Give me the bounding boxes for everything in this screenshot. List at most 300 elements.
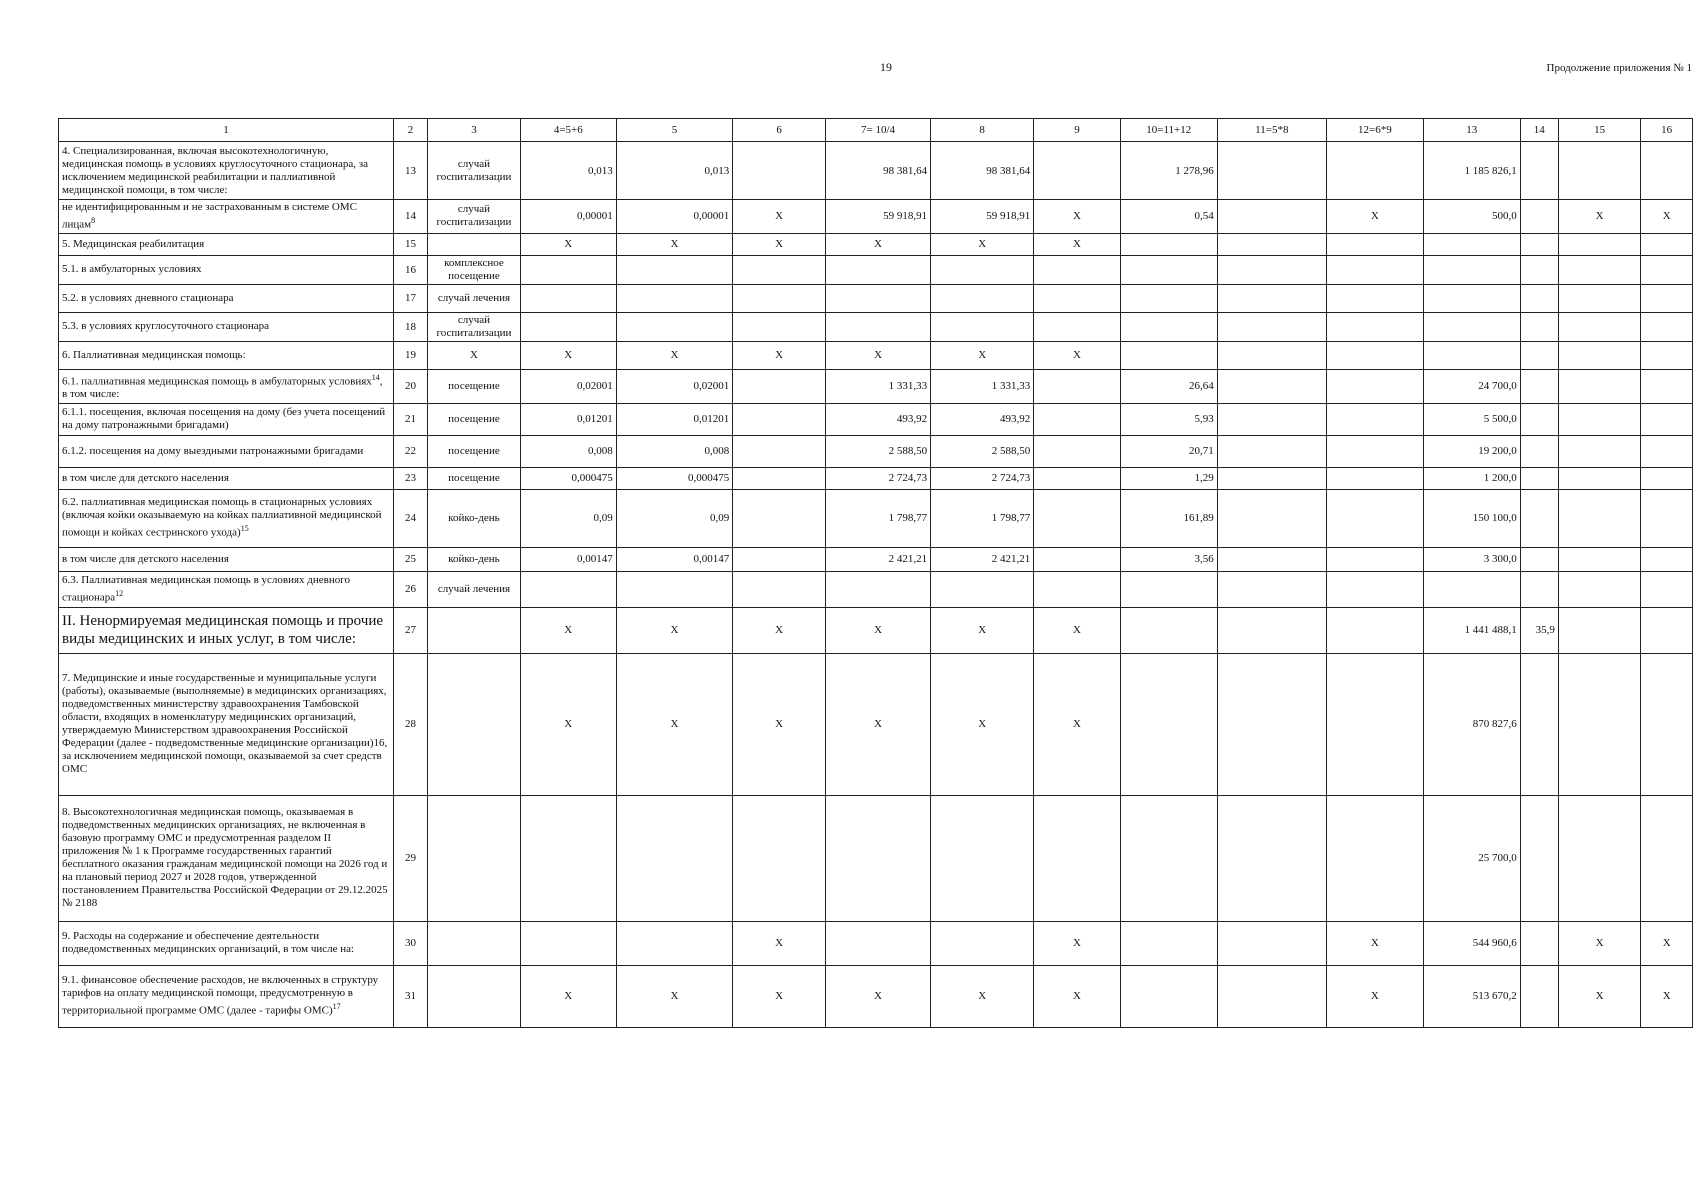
row-number: 19 bbox=[394, 341, 428, 369]
cell-c12 bbox=[1326, 467, 1423, 489]
unit-of-measure: посещение bbox=[428, 369, 521, 403]
cell-c5 bbox=[616, 284, 732, 312]
column-header: 13 bbox=[1423, 119, 1520, 142]
cell-c6 bbox=[733, 284, 826, 312]
cell-c15: X bbox=[1558, 965, 1640, 1027]
cell-c14 bbox=[1520, 312, 1558, 341]
cell-c12: X bbox=[1326, 921, 1423, 965]
financing-table bbox=[58, 118, 1693, 1028]
cell-c14 bbox=[1520, 284, 1558, 312]
cell-c15 bbox=[1558, 547, 1640, 571]
cell-c5: X bbox=[616, 341, 732, 369]
cell-c15 bbox=[1558, 489, 1640, 547]
column-header: 12=6*9 bbox=[1326, 119, 1423, 142]
row-name-text: 6.1.2. посещения на дому выездными патронажными бригадами bbox=[62, 444, 364, 457]
table-row bbox=[59, 467, 1693, 489]
cell-c16 bbox=[1641, 369, 1693, 403]
cell-c10 bbox=[1120, 233, 1217, 255]
row-number: 22 bbox=[394, 435, 428, 467]
column-header: 11=5*8 bbox=[1217, 119, 1326, 142]
cell-c16 bbox=[1641, 489, 1693, 547]
row-number: 21 bbox=[394, 403, 428, 435]
column-header: 4=5+6 bbox=[520, 119, 616, 142]
cell-c14 bbox=[1520, 200, 1558, 234]
cell-c14 bbox=[1520, 403, 1558, 435]
cell-c9 bbox=[1034, 489, 1121, 547]
cell-c14 bbox=[1520, 467, 1558, 489]
footnote-ref: 17 bbox=[332, 1002, 341, 1012]
cell-c6 bbox=[733, 489, 826, 547]
cell-c6 bbox=[733, 435, 826, 467]
row-name bbox=[59, 233, 394, 255]
cell-c7: 2 588,50 bbox=[825, 435, 930, 467]
cell-c14 bbox=[1520, 435, 1558, 467]
row-name bbox=[59, 435, 394, 467]
cell-c15 bbox=[1558, 255, 1640, 284]
cell-c10 bbox=[1120, 255, 1217, 284]
table-row bbox=[59, 312, 1693, 341]
column-header: 8 bbox=[931, 119, 1034, 142]
cell-c14 bbox=[1520, 489, 1558, 547]
cell-c11 bbox=[1217, 571, 1326, 607]
cell-c5: 0,00147 bbox=[616, 547, 732, 571]
row-name-text: в том числе для детского населения bbox=[62, 471, 229, 484]
cell-c5 bbox=[616, 571, 732, 607]
cell-c4: 0,00001 bbox=[520, 200, 616, 234]
unit-of-measure: случай госпитализации bbox=[428, 312, 521, 341]
cell-c16 bbox=[1641, 312, 1693, 341]
cell-c9 bbox=[1034, 467, 1121, 489]
row-name bbox=[59, 653, 394, 795]
cell-c13: 24 700,0 bbox=[1423, 369, 1520, 403]
cell-c9: X bbox=[1034, 233, 1121, 255]
table-row bbox=[59, 435, 1693, 467]
row-number: 29 bbox=[394, 795, 428, 921]
cell-c10 bbox=[1120, 965, 1217, 1027]
cell-c13: 1 200,0 bbox=[1423, 467, 1520, 489]
cell-c9: X bbox=[1034, 965, 1121, 1027]
cell-c15 bbox=[1558, 312, 1640, 341]
cell-c12 bbox=[1326, 403, 1423, 435]
cell-c6: X bbox=[733, 965, 826, 1027]
cell-c4: 0,09 bbox=[520, 489, 616, 547]
cell-c13: 870 827,6 bbox=[1423, 653, 1520, 795]
cell-c15: X bbox=[1558, 921, 1640, 965]
cell-c15 bbox=[1558, 571, 1640, 607]
column-header: 7= 10/4 bbox=[825, 119, 930, 142]
row-name-text: 9. Расходы на содержание и обеспечение деятельности подведомственных медицинских организаций, в том числе на: bbox=[62, 930, 355, 956]
cell-c6 bbox=[733, 369, 826, 403]
cell-c6: X bbox=[733, 233, 826, 255]
table-row bbox=[59, 547, 1693, 571]
table-row bbox=[59, 795, 1693, 921]
cell-c14 bbox=[1520, 795, 1558, 921]
cell-c10: 20,71 bbox=[1120, 435, 1217, 467]
row-name-text: 6.1. паллиативная медицинская помощь в амбулаторных условиях bbox=[62, 375, 372, 388]
cell-c5: 0,008 bbox=[616, 435, 732, 467]
cell-c6 bbox=[733, 547, 826, 571]
cell-c8 bbox=[931, 571, 1034, 607]
cell-c15 bbox=[1558, 341, 1640, 369]
cell-c15 bbox=[1558, 653, 1640, 795]
cell-c12 bbox=[1326, 369, 1423, 403]
row-name-text: 5. Медицинская реабилитация bbox=[62, 237, 205, 250]
row-name bbox=[59, 200, 394, 234]
cell-c14 bbox=[1520, 571, 1558, 607]
cell-c11 bbox=[1217, 341, 1326, 369]
cell-c7: 493,92 bbox=[825, 403, 930, 435]
cell-c4: 0,02001 bbox=[520, 369, 616, 403]
cell-c10: 26,64 bbox=[1120, 369, 1217, 403]
cell-c13 bbox=[1423, 571, 1520, 607]
cell-c7: X bbox=[825, 965, 930, 1027]
cell-c12: X bbox=[1326, 200, 1423, 234]
row-name-text: II. Ненормируемая медицинская помощь и прочие виды медицинских и иных услуг, в том числе: bbox=[62, 613, 383, 648]
cell-c4: 0,01201 bbox=[520, 403, 616, 435]
table-row bbox=[59, 571, 1693, 607]
cell-c13: 5 500,0 bbox=[1423, 403, 1520, 435]
cell-c6: X bbox=[733, 921, 826, 965]
row-name-text: 6. Паллиативная медицинская помощь: bbox=[62, 348, 246, 361]
cell-c16 bbox=[1641, 571, 1693, 607]
cell-c4: 0,008 bbox=[520, 435, 616, 467]
cell-c10 bbox=[1120, 312, 1217, 341]
cell-c13 bbox=[1423, 341, 1520, 369]
cell-c11 bbox=[1217, 607, 1326, 653]
row-name bbox=[59, 341, 394, 369]
row-number: 28 bbox=[394, 653, 428, 795]
cell-c5: 0,013 bbox=[616, 142, 732, 200]
cell-c7: 2 421,21 bbox=[825, 547, 930, 571]
cell-c11 bbox=[1217, 547, 1326, 571]
row-number: 23 bbox=[394, 467, 428, 489]
cell-c7 bbox=[825, 921, 930, 965]
cell-c7 bbox=[825, 795, 930, 921]
cell-c11 bbox=[1217, 921, 1326, 965]
page-number: 19 bbox=[880, 60, 892, 74]
column-header: 9 bbox=[1034, 119, 1121, 142]
cell-c10 bbox=[1120, 921, 1217, 965]
cell-c11 bbox=[1217, 965, 1326, 1027]
cell-c15 bbox=[1558, 607, 1640, 653]
cell-c14 bbox=[1520, 921, 1558, 965]
table-row bbox=[59, 284, 1693, 312]
row-name bbox=[59, 921, 394, 965]
cell-c13 bbox=[1423, 255, 1520, 284]
cell-c5: X bbox=[616, 233, 732, 255]
row-number: 31 bbox=[394, 965, 428, 1027]
row-name-text: не идентифицированным и не застрахованным в системе ОМС лицам bbox=[62, 201, 357, 231]
cell-c7: 2 724,73 bbox=[825, 467, 930, 489]
cell-c4 bbox=[520, 795, 616, 921]
cell-c11 bbox=[1217, 200, 1326, 234]
row-name bbox=[59, 403, 394, 435]
column-header: 10=11+12 bbox=[1120, 119, 1217, 142]
cell-c13: 513 670,2 bbox=[1423, 965, 1520, 1027]
row-name bbox=[59, 489, 394, 547]
cell-c9 bbox=[1034, 435, 1121, 467]
unit-of-measure bbox=[428, 921, 521, 965]
row-number: 27 bbox=[394, 607, 428, 653]
cell-c13: 1 441 488,1 bbox=[1423, 607, 1520, 653]
cell-c8: X bbox=[931, 341, 1034, 369]
cell-c11 bbox=[1217, 403, 1326, 435]
row-number: 30 bbox=[394, 921, 428, 965]
cell-c13: 500,0 bbox=[1423, 200, 1520, 234]
row-number: 25 bbox=[394, 547, 428, 571]
cell-c13: 544 960,6 bbox=[1423, 921, 1520, 965]
cell-c8: 2 588,50 bbox=[931, 435, 1034, 467]
cell-c16 bbox=[1641, 142, 1693, 200]
table-row bbox=[59, 142, 1693, 200]
cell-c12 bbox=[1326, 284, 1423, 312]
cell-c4: X bbox=[520, 653, 616, 795]
footnote-ref: 8 bbox=[91, 216, 96, 225]
cell-c9 bbox=[1034, 284, 1121, 312]
cell-c11 bbox=[1217, 312, 1326, 341]
row-name-text: в том числе для детского населения bbox=[62, 552, 229, 565]
cell-c12 bbox=[1326, 489, 1423, 547]
cell-c15 bbox=[1558, 369, 1640, 403]
unit-of-measure: посещение bbox=[428, 435, 521, 467]
cell-c15 bbox=[1558, 403, 1640, 435]
column-header: 5 bbox=[616, 119, 732, 142]
table-row bbox=[59, 233, 1693, 255]
cell-c4: X bbox=[520, 341, 616, 369]
cell-c12 bbox=[1326, 607, 1423, 653]
cell-c7: X bbox=[825, 233, 930, 255]
cell-c16 bbox=[1641, 284, 1693, 312]
row-number: 17 bbox=[394, 284, 428, 312]
unit-of-measure: случай госпитализации bbox=[428, 142, 521, 200]
cell-c6 bbox=[733, 795, 826, 921]
unit-of-measure bbox=[428, 607, 521, 653]
row-name bbox=[59, 795, 394, 921]
cell-c14 bbox=[1520, 369, 1558, 403]
cell-c5: 0,00001 bbox=[616, 200, 732, 234]
cell-c8 bbox=[931, 921, 1034, 965]
cell-c12 bbox=[1326, 142, 1423, 200]
cell-c9: X bbox=[1034, 341, 1121, 369]
cell-c9 bbox=[1034, 312, 1121, 341]
cell-c8: 2 421,21 bbox=[931, 547, 1034, 571]
unit-of-measure bbox=[428, 653, 521, 795]
row-name-text: 5.1. в амбулаторных условиях bbox=[62, 263, 202, 276]
cell-c7 bbox=[825, 255, 930, 284]
cell-c6: X bbox=[733, 200, 826, 234]
cell-c9 bbox=[1034, 255, 1121, 284]
cell-c4 bbox=[520, 921, 616, 965]
row-name-tail: , в том числе: bbox=[62, 375, 383, 401]
cell-c7: X bbox=[825, 341, 930, 369]
cell-c6 bbox=[733, 571, 826, 607]
unit-of-measure: случай лечения bbox=[428, 284, 521, 312]
cell-c16 bbox=[1641, 435, 1693, 467]
row-name bbox=[59, 467, 394, 489]
cell-c10 bbox=[1120, 284, 1217, 312]
cell-c7 bbox=[825, 284, 930, 312]
row-number: 15 bbox=[394, 233, 428, 255]
cell-c14 bbox=[1520, 341, 1558, 369]
unit-of-measure: койко-день bbox=[428, 489, 521, 547]
cell-c4: X bbox=[520, 607, 616, 653]
cell-c16 bbox=[1641, 607, 1693, 653]
row-name bbox=[59, 369, 394, 403]
cell-c6 bbox=[733, 312, 826, 341]
cell-c6: X bbox=[733, 653, 826, 795]
table-row bbox=[59, 653, 1693, 795]
table-row bbox=[59, 200, 1693, 234]
cell-c4 bbox=[520, 255, 616, 284]
cell-c9: X bbox=[1034, 200, 1121, 234]
unit-of-measure: посещение bbox=[428, 403, 521, 435]
cell-c8: 1 331,33 bbox=[931, 369, 1034, 403]
cell-c5 bbox=[616, 312, 732, 341]
row-number: 26 bbox=[394, 571, 428, 607]
cell-c6 bbox=[733, 467, 826, 489]
cell-c8 bbox=[931, 312, 1034, 341]
cell-c7: 1 331,33 bbox=[825, 369, 930, 403]
cell-c7: X bbox=[825, 653, 930, 795]
cell-c10 bbox=[1120, 341, 1217, 369]
table-row bbox=[59, 403, 1693, 435]
row-name-text: 9.1. финансовое обеспечение расходов, не включенных в структуру тарифов на оплату медицинской помощи, предусмотренную в территориальной программе ОМС (далее - тарифы ОМС) bbox=[62, 974, 379, 1017]
cell-c15 bbox=[1558, 435, 1640, 467]
cell-c14: 35,9 bbox=[1520, 607, 1558, 653]
cell-c5: 0,02001 bbox=[616, 369, 732, 403]
cell-c10: 161,89 bbox=[1120, 489, 1217, 547]
row-name-text: 8. Высокотехнологичная медицинская помощь, оказываемая в подведомственных медицинских организациях, не включенная в базовую программу ОМС и предусмотренная разделом II приложения № 1 к Программе государственных гарантий бесплатного оказания гражданам медицинской помощи на 2026 год и на плановый период 2027 и 2028 годов, утвержденной постановлением Правительства Российской Федерации от 29.12.2025 № 2188 bbox=[62, 806, 388, 910]
row-name bbox=[59, 965, 394, 1027]
cell-c11 bbox=[1217, 284, 1326, 312]
cell-c9: X bbox=[1034, 653, 1121, 795]
cell-c12 bbox=[1326, 653, 1423, 795]
cell-c4: 0,000475 bbox=[520, 467, 616, 489]
cell-c9 bbox=[1034, 403, 1121, 435]
cell-c16 bbox=[1641, 653, 1693, 795]
cell-c10: 5,93 bbox=[1120, 403, 1217, 435]
unit-of-measure bbox=[428, 233, 521, 255]
cell-c8: 1 798,77 bbox=[931, 489, 1034, 547]
cell-c16 bbox=[1641, 795, 1693, 921]
row-name bbox=[59, 312, 394, 341]
cell-c7 bbox=[825, 312, 930, 341]
cell-c5: X bbox=[616, 607, 732, 653]
cell-c13 bbox=[1423, 312, 1520, 341]
unit-of-measure: койко-день bbox=[428, 547, 521, 571]
table-row bbox=[59, 607, 1693, 653]
cell-c12 bbox=[1326, 795, 1423, 921]
row-name-text: 6.1.1. посещения, включая посещения на дому (без учета посещений на дому патронажными бригадами) bbox=[62, 406, 386, 432]
cell-c16: X bbox=[1641, 200, 1693, 234]
row-number: 20 bbox=[394, 369, 428, 403]
cell-c14 bbox=[1520, 255, 1558, 284]
cell-c9 bbox=[1034, 571, 1121, 607]
cell-c15: X bbox=[1558, 200, 1640, 234]
cell-c15 bbox=[1558, 284, 1640, 312]
cell-c14 bbox=[1520, 142, 1558, 200]
header-row bbox=[59, 119, 1693, 142]
cell-c11 bbox=[1217, 795, 1326, 921]
cell-c15 bbox=[1558, 467, 1640, 489]
cell-c8: X bbox=[931, 607, 1034, 653]
cell-c16 bbox=[1641, 467, 1693, 489]
cell-c4 bbox=[520, 312, 616, 341]
cell-c12: X bbox=[1326, 965, 1423, 1027]
unit-of-measure bbox=[428, 965, 521, 1027]
footnote-ref: 12 bbox=[115, 588, 124, 598]
cell-c8 bbox=[931, 795, 1034, 921]
column-header: 3 bbox=[428, 119, 521, 142]
cell-c12 bbox=[1326, 571, 1423, 607]
column-header: 16 bbox=[1641, 119, 1693, 142]
cell-c16 bbox=[1641, 547, 1693, 571]
table-row bbox=[59, 965, 1693, 1027]
cell-c14 bbox=[1520, 547, 1558, 571]
cell-c11 bbox=[1217, 653, 1326, 795]
cell-c9 bbox=[1034, 142, 1121, 200]
cell-c12 bbox=[1326, 255, 1423, 284]
cell-c10: 1,29 bbox=[1120, 467, 1217, 489]
cell-c16 bbox=[1641, 341, 1693, 369]
unit-of-measure bbox=[428, 795, 521, 921]
row-number: 13 bbox=[394, 142, 428, 200]
cell-c11 bbox=[1217, 435, 1326, 467]
cell-c14 bbox=[1520, 233, 1558, 255]
cell-c8: X bbox=[931, 965, 1034, 1027]
column-header: 15 bbox=[1558, 119, 1640, 142]
column-header: 14 bbox=[1520, 119, 1558, 142]
cell-c13: 25 700,0 bbox=[1423, 795, 1520, 921]
cell-c7: X bbox=[825, 607, 930, 653]
row-name-text: 4. Специализированная, включая высокотехнологичную, медицинская помощь в условиях круглосуточного стационара, за исключением медицинской реабилитации и паллиативной медицинской помощи, в том числе: bbox=[62, 144, 368, 196]
cell-c5 bbox=[616, 795, 732, 921]
cell-c4: X bbox=[520, 233, 616, 255]
cell-c8: X bbox=[931, 653, 1034, 795]
cell-c5 bbox=[616, 255, 732, 284]
cell-c16: X bbox=[1641, 921, 1693, 965]
appendix-continuation-note: Продолжение приложения № 1 bbox=[1546, 62, 1692, 74]
row-number: 16 bbox=[394, 255, 428, 284]
cell-c13: 1 185 826,1 bbox=[1423, 142, 1520, 200]
cell-c11 bbox=[1217, 142, 1326, 200]
cell-c14 bbox=[1520, 965, 1558, 1027]
unit-of-measure: комплексное посещение bbox=[428, 255, 521, 284]
cell-c7: 59 918,91 bbox=[825, 200, 930, 234]
row-name bbox=[59, 547, 394, 571]
cell-c11 bbox=[1217, 255, 1326, 284]
unit-of-measure: случай госпитализации bbox=[428, 200, 521, 234]
cell-c16: X bbox=[1641, 965, 1693, 1027]
row-number: 18 bbox=[394, 312, 428, 341]
cell-c13 bbox=[1423, 284, 1520, 312]
cell-c4: 0,00147 bbox=[520, 547, 616, 571]
cell-c13: 150 100,0 bbox=[1423, 489, 1520, 547]
cell-c15 bbox=[1558, 142, 1640, 200]
cell-c16 bbox=[1641, 233, 1693, 255]
table-row bbox=[59, 341, 1693, 369]
row-number: 24 bbox=[394, 489, 428, 547]
column-header: 1 bbox=[59, 119, 394, 142]
cell-c8: 493,92 bbox=[931, 403, 1034, 435]
cell-c11 bbox=[1217, 369, 1326, 403]
unit-of-measure: случай лечения bbox=[428, 571, 521, 607]
cell-c4: 0,013 bbox=[520, 142, 616, 200]
cell-c10 bbox=[1120, 795, 1217, 921]
cell-c4: X bbox=[520, 965, 616, 1027]
table-row bbox=[59, 921, 1693, 965]
cell-c6 bbox=[733, 142, 826, 200]
